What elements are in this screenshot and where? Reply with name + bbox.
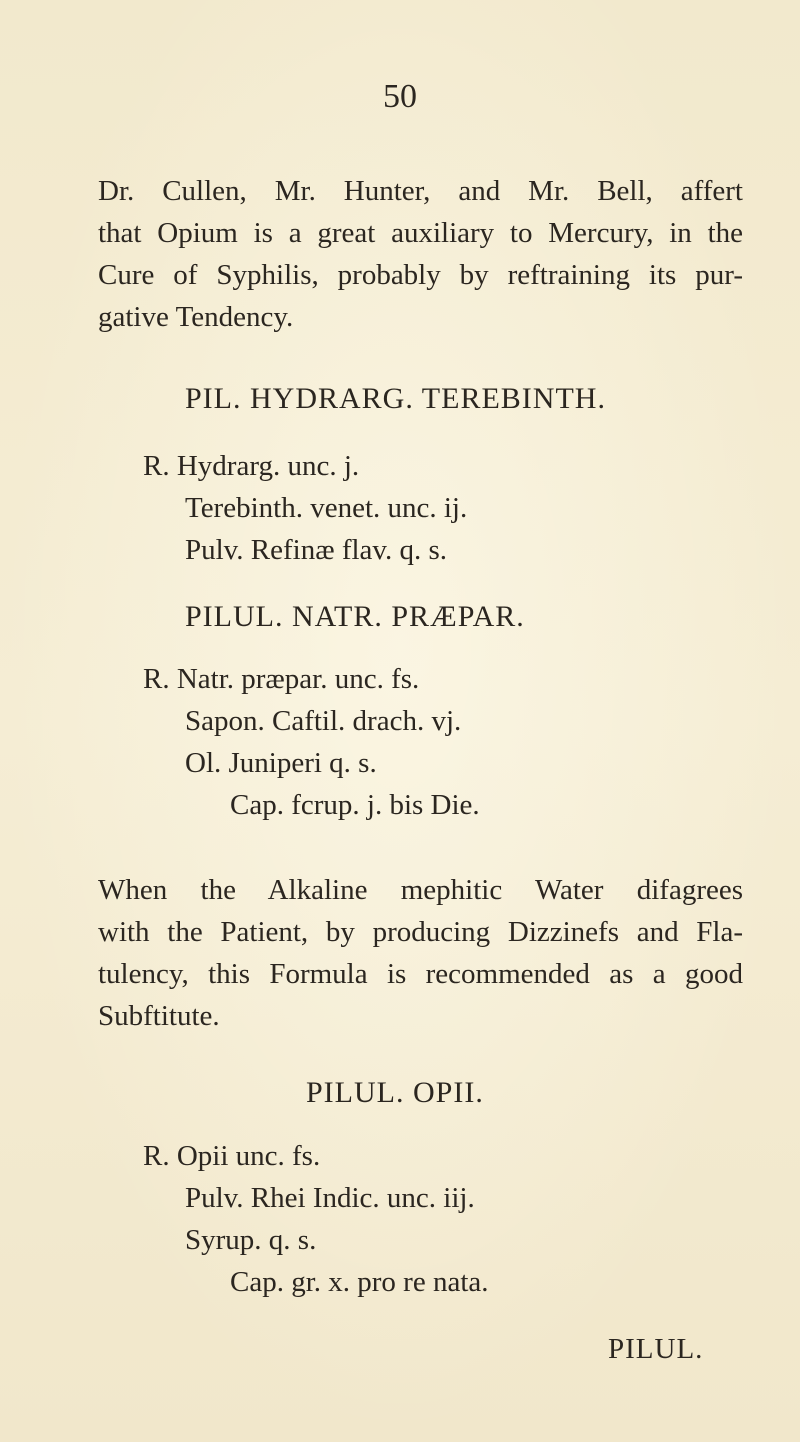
paragraph-line: tulency, this Formula is recommended as a good (98, 958, 743, 990)
paragraph-line: Cure of Syphilis, probably by reftraining its pur- (98, 259, 743, 291)
recipe-line: Terebinth. venet. unc. ij. (185, 492, 468, 524)
recipe-line: Sapon. Caftil. drach. vj. (185, 705, 462, 737)
paragraph-line: with the Patient, by producing Dizzinefs and Fla- (98, 916, 743, 948)
recipe-line: Syrup. q. s. (185, 1224, 317, 1256)
recipe-line: Ol. Juniperi q. s. (185, 747, 377, 779)
page-number: 50 (383, 78, 417, 115)
recipe-line: Cap. gr. x. pro re nata. (230, 1266, 489, 1298)
middle-paragraph (98, 869, 743, 1037)
recipe-line: Cap. fcrup. j. bis Die. (230, 789, 480, 821)
recipe-line: Pulv. Refinæ flav. q. s. (185, 534, 448, 566)
recipe-line: R. Natr. præpar. unc. fs. (143, 663, 420, 695)
formula-title: PILUL. NATR. PRÆPAR. (185, 600, 525, 633)
paragraph-line: When the Alkaline mephitic Water difagrees (98, 874, 743, 906)
formula-title: PILUL. OPII. (306, 1076, 484, 1109)
catchword: PILUL. (608, 1333, 704, 1365)
paragraph-line: Subftitute. (98, 1000, 220, 1032)
recipe-line: R. Opii unc. fs. (143, 1140, 321, 1172)
paragraph-line: Dr. Cullen, Mr. Hunter, and Mr. Bell, affert (98, 175, 743, 207)
intro-paragraph (98, 170, 743, 338)
paragraph-line: gative Tendency. (98, 301, 294, 333)
recipe-line: R. Hydrarg. unc. j. (143, 450, 360, 482)
formula-title: PIL. HYDRARG. TEREBINTH. (185, 382, 606, 415)
paragraph-line: that Opium is a great auxiliary to Mercury, in the (98, 217, 743, 249)
recipe-line: Pulv. Rhei Indic. unc. iij. (185, 1182, 475, 1214)
